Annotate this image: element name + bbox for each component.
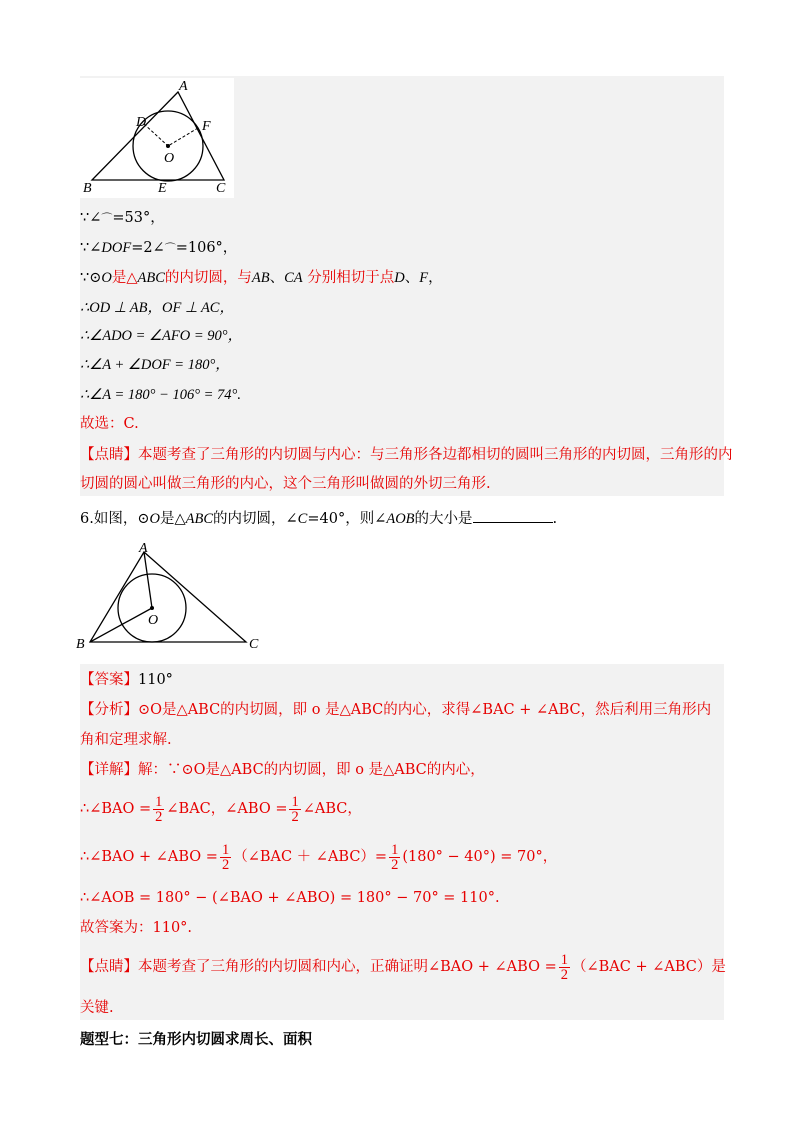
fig2-label-A: A [139, 541, 148, 556]
fig1-label-A: A [179, 79, 188, 94]
sol6-final: 故答案为：110°. [80, 920, 193, 936]
fig1-label-D: D [136, 115, 147, 130]
sol5-line2: ∵∠DOF=2∠⌒=106°， [80, 240, 238, 256]
sol6-analysis-1: 【分析】⊙O是△ABC的内切圆，即 o 是△ABC的内心，求得∠BAC + ∠ABC，然后利用三角形内 [80, 702, 712, 718]
sol5-remark-2: 切圆的圆心叫做三角形的内心，这个三角形叫做圆的外切三角形. [80, 476, 491, 492]
fig1-label-B: B [83, 181, 92, 196]
sol5-line6: ∴∠A + ∠DOF = 180°， [80, 357, 230, 373]
fig2-label-B: B [76, 637, 85, 652]
sol6-analysis-2: 角和定理求解. [80, 732, 172, 748]
fig1-label-F: F [202, 119, 211, 134]
question-6: 6.如图，⊙O是△ABC的内切圆，∠C=40°，则∠AOB的大小是 . [80, 508, 557, 529]
fig1-label-C: C [216, 181, 226, 196]
sol5-line4: ∴OD ⊥ AB，OF ⊥ AC， [80, 300, 234, 316]
answer-blank [473, 508, 553, 523]
sol5-line1: ∵∠⌒=53°， [80, 210, 165, 226]
section-heading: 题型七：三角形内切圆求周长、面积 [80, 1032, 312, 1048]
sol6-detail-1: 【详解】解：∵⊙O是△ABC的内切圆，即 o 是△ABC的内心， [80, 762, 485, 778]
sol5-remark-1: 【点睛】本题考查了三角形的内切圆与内心：与三角形各边都相切的圆叫三角形的内切圆，三角形的内 [80, 447, 733, 463]
sol5-choice: 故选：C. [80, 416, 139, 432]
sol6-detail-2: ∴∠BAO = $\frac{1}{2}$ ∠BAC，∠ABO = $\frac{1}{2}$ ∠ABC， [80, 793, 362, 825]
sol6-remark-2: 关键. [80, 1000, 114, 1016]
sol5-line5: ∴∠ADO = ∠AFO = 90°， [80, 328, 243, 344]
sol6-answer: 【答案】110° [80, 672, 173, 688]
fig1-label-O: O [164, 151, 175, 166]
fig2-label-C: C [249, 637, 259, 652]
sol6-remark-1: 【点睛】本题考查了三角形的内切圆和内心，正确证明∠BAO + ∠ABO = $\frac{1}{2}$ （∠BAC + ∠ABC）是 [80, 951, 726, 983]
sol5-line7: ∴∠A = 180° − 106° = 74°. [80, 387, 241, 403]
figure-triangle-incircle-def [80, 78, 234, 198]
sol5-line3: ∵⊙O是△ABC的内切圆，与AB、CA 分别相切于点D、F， [80, 270, 443, 286]
figure-triangle-incircle-q6 [76, 540, 266, 656]
fig1-label-E: E [158, 181, 167, 196]
fig2-label-O: O [148, 613, 159, 628]
sol6-detail-3: ∴∠BAO + ∠ABO = $\frac{1}{2}$ （∠BAC ＋ ∠ABC）= $\frac{1}{2}$ (180° − 40°) = 70°， [80, 841, 558, 873]
sol6-detail-4: ∴∠AOB = 180° − (∠BAO + ∠ABO) = 180° − 70° = 110°. [80, 890, 500, 906]
